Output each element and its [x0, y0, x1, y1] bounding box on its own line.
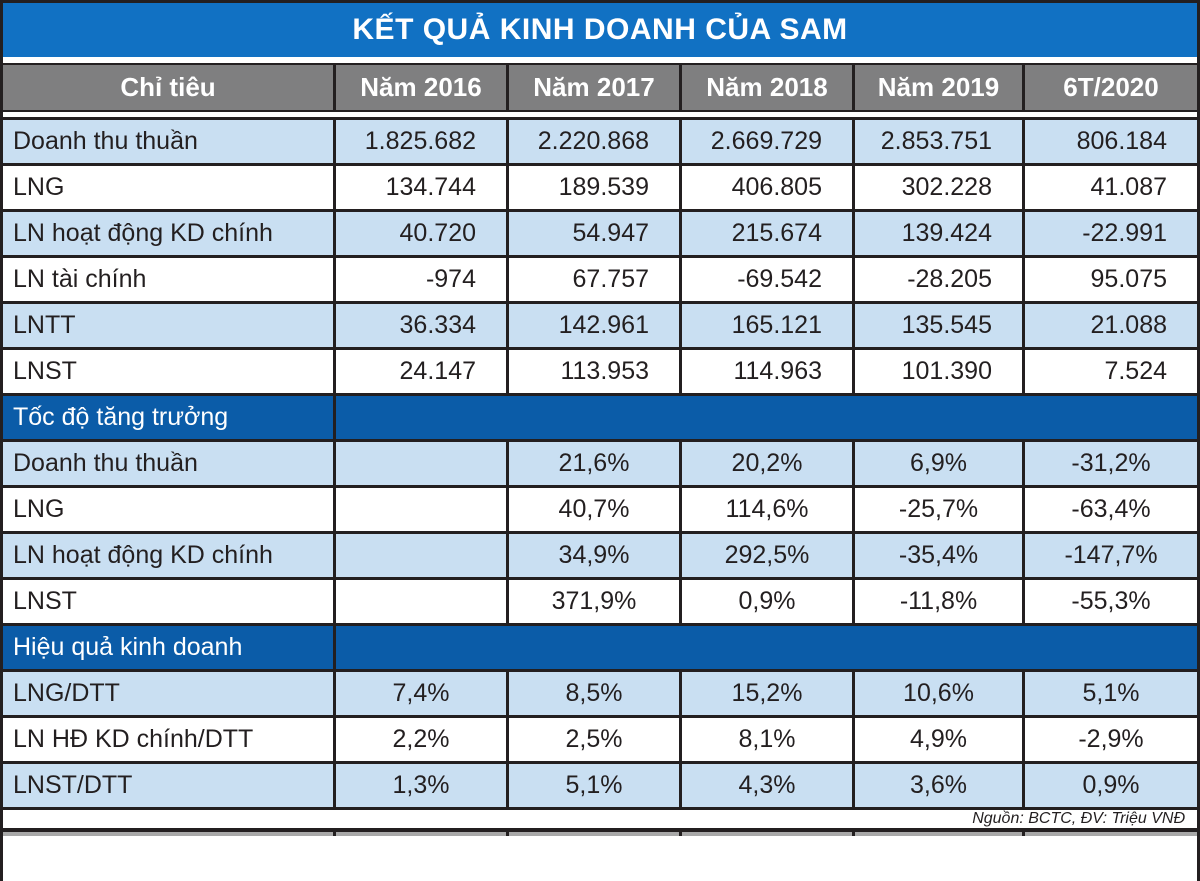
table-row: [3, 258, 1197, 304]
table-row: [3, 718, 1197, 764]
table-row: [3, 212, 1197, 258]
cell-value-0: 1,3%: [336, 764, 506, 807]
cell-value-0: [336, 442, 506, 485]
section-header-row: [3, 626, 1197, 672]
row-label: Doanh thu thuần: [3, 442, 333, 485]
row-label: LNG: [3, 166, 333, 209]
cell-value-2: 114.963: [682, 350, 852, 393]
column-header-5: 6T/2020: [1025, 65, 1197, 110]
cell-value-2: 165.121: [682, 304, 852, 347]
cell-value-1: 40,7%: [509, 488, 679, 531]
cell-value-4: 5,1%: [1025, 672, 1197, 715]
cell-value-4: -22.991: [1025, 212, 1197, 255]
table-bottom-edge: [3, 828, 1197, 836]
table-row: [3, 304, 1197, 350]
table-title: KẾT QUẢ KINH DOANH CỦA SAM: [3, 3, 1197, 57]
column-header-row: [3, 63, 1197, 112]
cell-value-1: 8,5%: [509, 672, 679, 715]
cell-value-4: 95.075: [1025, 258, 1197, 301]
column-header-2: Năm 2017: [509, 65, 679, 110]
table-row: [3, 488, 1197, 534]
cell-value-3: -25,7%: [855, 488, 1022, 531]
table-body: [3, 117, 1197, 810]
cell-value-3: 135.545: [855, 304, 1022, 347]
row-label: LN tài chính: [3, 258, 333, 301]
cell-value-1: 142.961: [509, 304, 679, 347]
cell-value-3: 10,6%: [855, 672, 1022, 715]
section-header-row: [3, 396, 1197, 442]
section-header-fill: [336, 396, 1197, 439]
bottom-edge-segment: [509, 832, 679, 836]
cell-value-4: -147,7%: [1025, 534, 1197, 577]
table-row: [3, 442, 1197, 488]
cell-value-2: 2.669.729: [682, 120, 852, 163]
cell-value-0: 24.147: [336, 350, 506, 393]
cell-value-1: 113.953: [509, 350, 679, 393]
cell-value-2: 15,2%: [682, 672, 852, 715]
cell-value-1: 67.757: [509, 258, 679, 301]
cell-value-3: 101.390: [855, 350, 1022, 393]
cell-value-0: [336, 488, 506, 531]
row-label: LNST: [3, 350, 333, 393]
cell-value-4: -31,2%: [1025, 442, 1197, 485]
cell-value-2: 0,9%: [682, 580, 852, 623]
bottom-edge-segment: [855, 832, 1022, 836]
cell-value-4: 21.088: [1025, 304, 1197, 347]
cell-value-1: 54.947: [509, 212, 679, 255]
cell-value-0: 7,4%: [336, 672, 506, 715]
cell-value-3: 302.228: [855, 166, 1022, 209]
bottom-edge-segment: [336, 832, 506, 836]
cell-value-1: 21,6%: [509, 442, 679, 485]
row-label: LNG: [3, 488, 333, 531]
table-row: [3, 120, 1197, 166]
table-row: [3, 580, 1197, 626]
cell-value-0: 1.825.682: [336, 120, 506, 163]
cell-value-3: -11,8%: [855, 580, 1022, 623]
cell-value-4: 41.087: [1025, 166, 1197, 209]
bottom-edge-segment: [682, 832, 852, 836]
cell-value-3: 4,9%: [855, 718, 1022, 761]
cell-value-2: 4,3%: [682, 764, 852, 807]
table-row: [3, 350, 1197, 396]
column-header-1: Năm 2016: [336, 65, 506, 110]
cell-value-1: 5,1%: [509, 764, 679, 807]
cell-value-4: -55,3%: [1025, 580, 1197, 623]
column-header-4: Năm 2019: [855, 65, 1022, 110]
cell-value-2: 406.805: [682, 166, 852, 209]
cell-value-1: 34,9%: [509, 534, 679, 577]
section-header-label: Hiệu quả kinh doanh: [3, 626, 333, 669]
cell-value-1: 2.220.868: [509, 120, 679, 163]
cell-value-3: 3,6%: [855, 764, 1022, 807]
bottom-edge-segment: [1025, 832, 1197, 836]
source-note: Nguồn: BCTC, ĐV: Triệu VNĐ: [972, 810, 1185, 827]
table-footer: [3, 810, 1197, 828]
cell-value-4: 806.184: [1025, 120, 1197, 163]
section-header-label: Tốc độ tăng trưởng: [3, 396, 333, 439]
cell-value-2: 292,5%: [682, 534, 852, 577]
row-label: LN hoạt động KD chính: [3, 212, 333, 255]
table-row: [3, 764, 1197, 810]
column-header-3: Năm 2018: [682, 65, 852, 110]
cell-value-4: -2,9%: [1025, 718, 1197, 761]
cell-value-1: 371,9%: [509, 580, 679, 623]
cell-value-2: 215.674: [682, 212, 852, 255]
row-label: LNG/DTT: [3, 672, 333, 715]
cell-value-3: -28.205: [855, 258, 1022, 301]
cell-value-0: 40.720: [336, 212, 506, 255]
section-header-fill: [336, 626, 1197, 669]
row-label: LNTT: [3, 304, 333, 347]
cell-value-4: 0,9%: [1025, 764, 1197, 807]
cell-value-4: -63,4%: [1025, 488, 1197, 531]
cell-value-3: 6,9%: [855, 442, 1022, 485]
cell-value-0: 2,2%: [336, 718, 506, 761]
row-label: Doanh thu thuần: [3, 120, 333, 163]
cell-value-1: 2,5%: [509, 718, 679, 761]
cell-value-0: [336, 580, 506, 623]
column-header-0: Chỉ tiêu: [3, 65, 333, 110]
table-row: [3, 166, 1197, 212]
table-row: [3, 534, 1197, 580]
cell-value-2: 114,6%: [682, 488, 852, 531]
cell-value-0: 134.744: [336, 166, 506, 209]
table-row: [3, 672, 1197, 718]
row-label: LN HĐ KD chính/DTT: [3, 718, 333, 761]
cell-value-3: -35,4%: [855, 534, 1022, 577]
cell-value-3: 2.853.751: [855, 120, 1022, 163]
cell-value-0: [336, 534, 506, 577]
row-label: LN hoạt động KD chính: [3, 534, 333, 577]
cell-value-3: 139.424: [855, 212, 1022, 255]
bottom-edge-segment: [3, 832, 333, 836]
cell-value-0: -974: [336, 258, 506, 301]
cell-value-2: -69.542: [682, 258, 852, 301]
row-label: LNST/DTT: [3, 764, 333, 807]
cell-value-2: 8,1%: [682, 718, 852, 761]
cell-value-0: 36.334: [336, 304, 506, 347]
row-label: LNST: [3, 580, 333, 623]
cell-value-1: 189.539: [509, 166, 679, 209]
cell-value-2: 20,2%: [682, 442, 852, 485]
cell-value-4: 7.524: [1025, 350, 1197, 393]
